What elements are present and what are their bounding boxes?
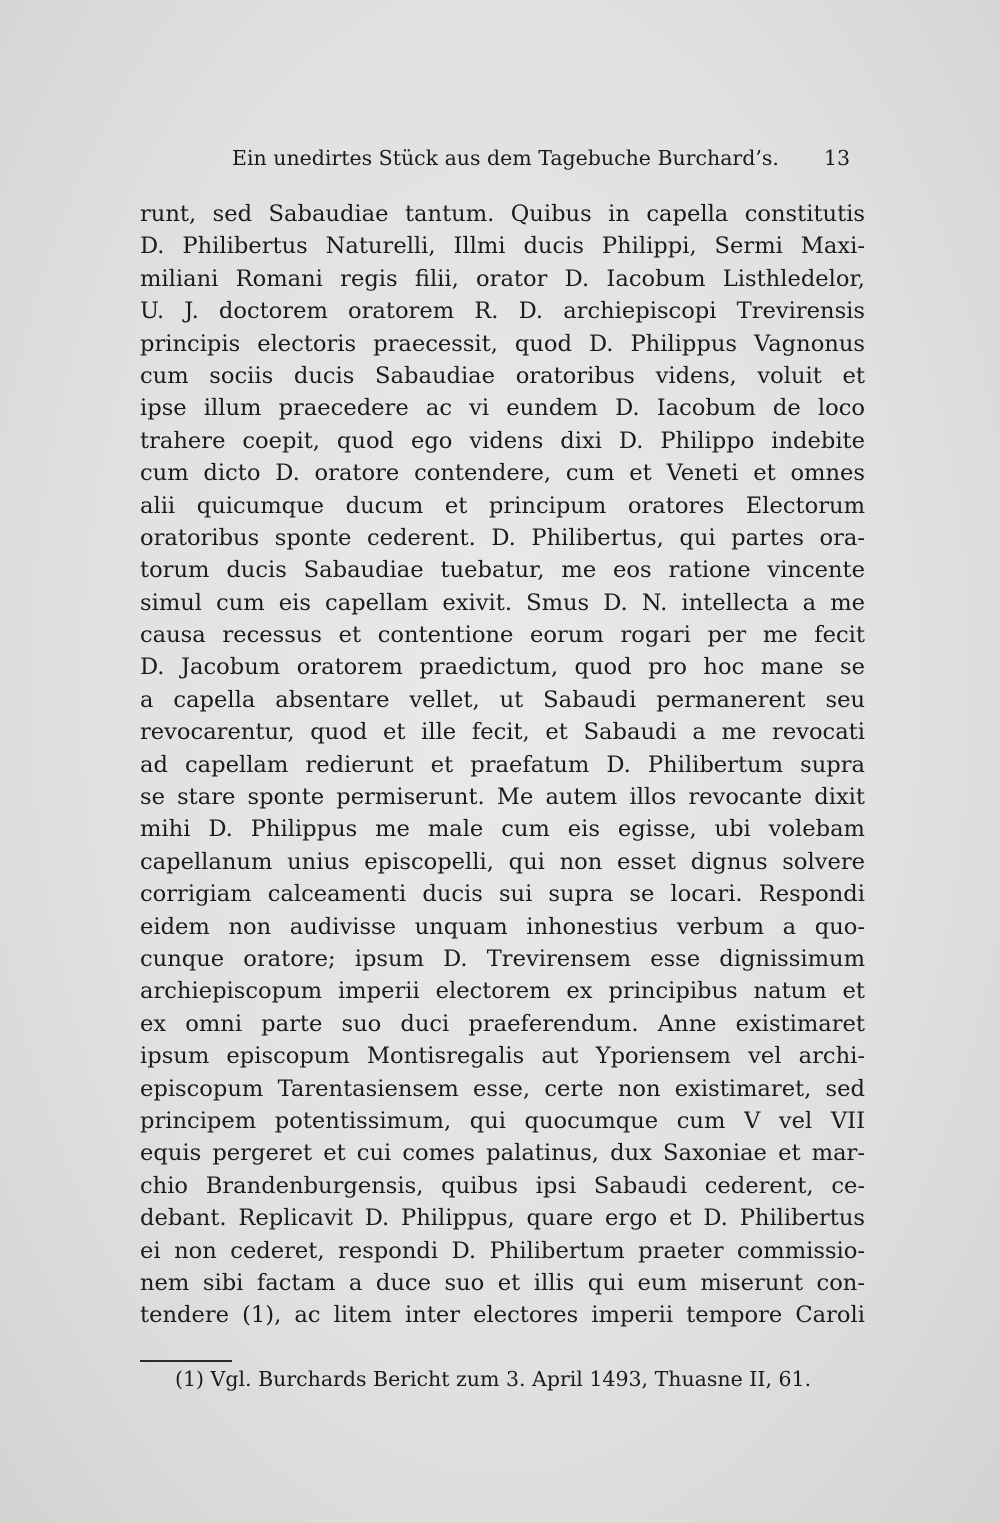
- text-line: alii quicumque ducum et principum oratores Electorum: [140, 492, 865, 519]
- text-line: equis pergeret et cui comes palatinus, dux Saxoniae et mar-: [140, 1140, 865, 1167]
- footnote: (1) Vgl. Burchards Bericht zum 3. April 1493, Thuasne II, 61.: [175, 1367, 812, 1391]
- page-number: 13: [823, 146, 850, 170]
- text-line: nem sibi factam a duce suo et illis qui eum miserunt con-: [140, 1269, 865, 1296]
- body-text: [140, 198, 865, 1332]
- text-line: eidem non audivisse unquam inhonestius verbum a quo-: [140, 913, 865, 940]
- running-title: Ein unedirtes Stück aus dem Tagebuche Burchard’s.: [232, 146, 779, 170]
- text-line: corrigiam calceamenti ducis sui supra se locari. Respondi: [140, 881, 865, 908]
- text-line: cum sociis ducis Sabaudiae oratoribus videns, voluit et: [140, 362, 865, 389]
- text-line: debant. Replicavit D. Philippus, quare ergo et D. Philibertus: [140, 1205, 865, 1232]
- text-line: ei non cederet, respondi D. Philibertum praeter commissio-: [140, 1237, 865, 1264]
- text-line: U. J. doctorem oratorem R. D. archiepiscopi Trevirensis: [140, 298, 865, 325]
- text-line: torum ducis Sabaudiae tuebatur, me eos ratione vincente: [140, 557, 865, 584]
- text-line: ipse illum praecedere ac vi eundem D. Iacobum de loco: [140, 395, 865, 422]
- text-line: mihi D. Philippus me male cum eis egisse, ubi volebam: [140, 816, 865, 843]
- running-head: [232, 143, 850, 173]
- text-line: se stare sponte permiserunt. Me autem illos revocante dixit: [140, 784, 865, 811]
- footnote-rule: [140, 1360, 232, 1362]
- text-line: principem potentissimum, qui quocumque cum V vel VII: [140, 1107, 865, 1134]
- text-line: runt, sed Sabaudiae tantum. Quibus in capella constitutis: [140, 201, 865, 227]
- text-line: causa recessus et contentione eorum rogari per me fecit: [140, 622, 865, 649]
- text-line: ipsum episcopum Montisregalis aut Yporiensem vel archi-: [140, 1043, 865, 1070]
- text-line: ex omni parte suo duci praeferendum. Anne existimaret: [140, 1010, 865, 1037]
- text-line: miliani Romani regis filii, orator D. Iacobum Listhledelor,: [140, 265, 865, 292]
- text-line: ad capellam redierunt et praefatum D. Philibertum supra: [140, 751, 865, 778]
- text-line: principis electoris praecessit, quod D. Philippus Vagnonus: [140, 330, 865, 357]
- text-line: archiepiscopum imperii electorem ex principibus natum et: [140, 978, 865, 1005]
- text-line: oratoribus sponte cederent. D. Philibertus, qui partes ora-: [140, 524, 865, 551]
- text-line: D. Jacobum oratorem praedictum, quod pro hoc mane se: [140, 654, 865, 681]
- text-line: cunque oratore; ipsum D. Trevirensem esse dignissimum: [140, 945, 865, 972]
- text-line: simul cum eis capellam exivit. Smus D. N. intellecta a me: [140, 589, 865, 616]
- text-line: revocarentur, quod et ille fecit, et Sabaudi a me revocati: [140, 719, 865, 746]
- text-line: D. Philibertus Naturelli, Illmi ducis Philippi, Sermi Maxi-: [140, 233, 865, 260]
- text-line: episcopum Tarentasiensem esse, certe non existimaret, sed: [140, 1075, 865, 1102]
- text-line: a capella absentare vellet, ut Sabaudi permanerent seu: [140, 686, 865, 713]
- text-line: capellanum unius episcopelli, qui non esset dignus solvere: [140, 848, 865, 875]
- text-line: chio Brandenburgensis, quibus ipsi Sabaudi cederent, ce-: [140, 1172, 865, 1199]
- text-line: cum dicto D. oratore contendere, cum et Veneti et omnes: [140, 460, 865, 487]
- text-line: trahere coepit, quod ego videns dixi D. Philippo indebite: [140, 427, 865, 454]
- text-line: tendere (1), ac litem inter electores imperii tempore Caroli: [140, 1302, 865, 1329]
